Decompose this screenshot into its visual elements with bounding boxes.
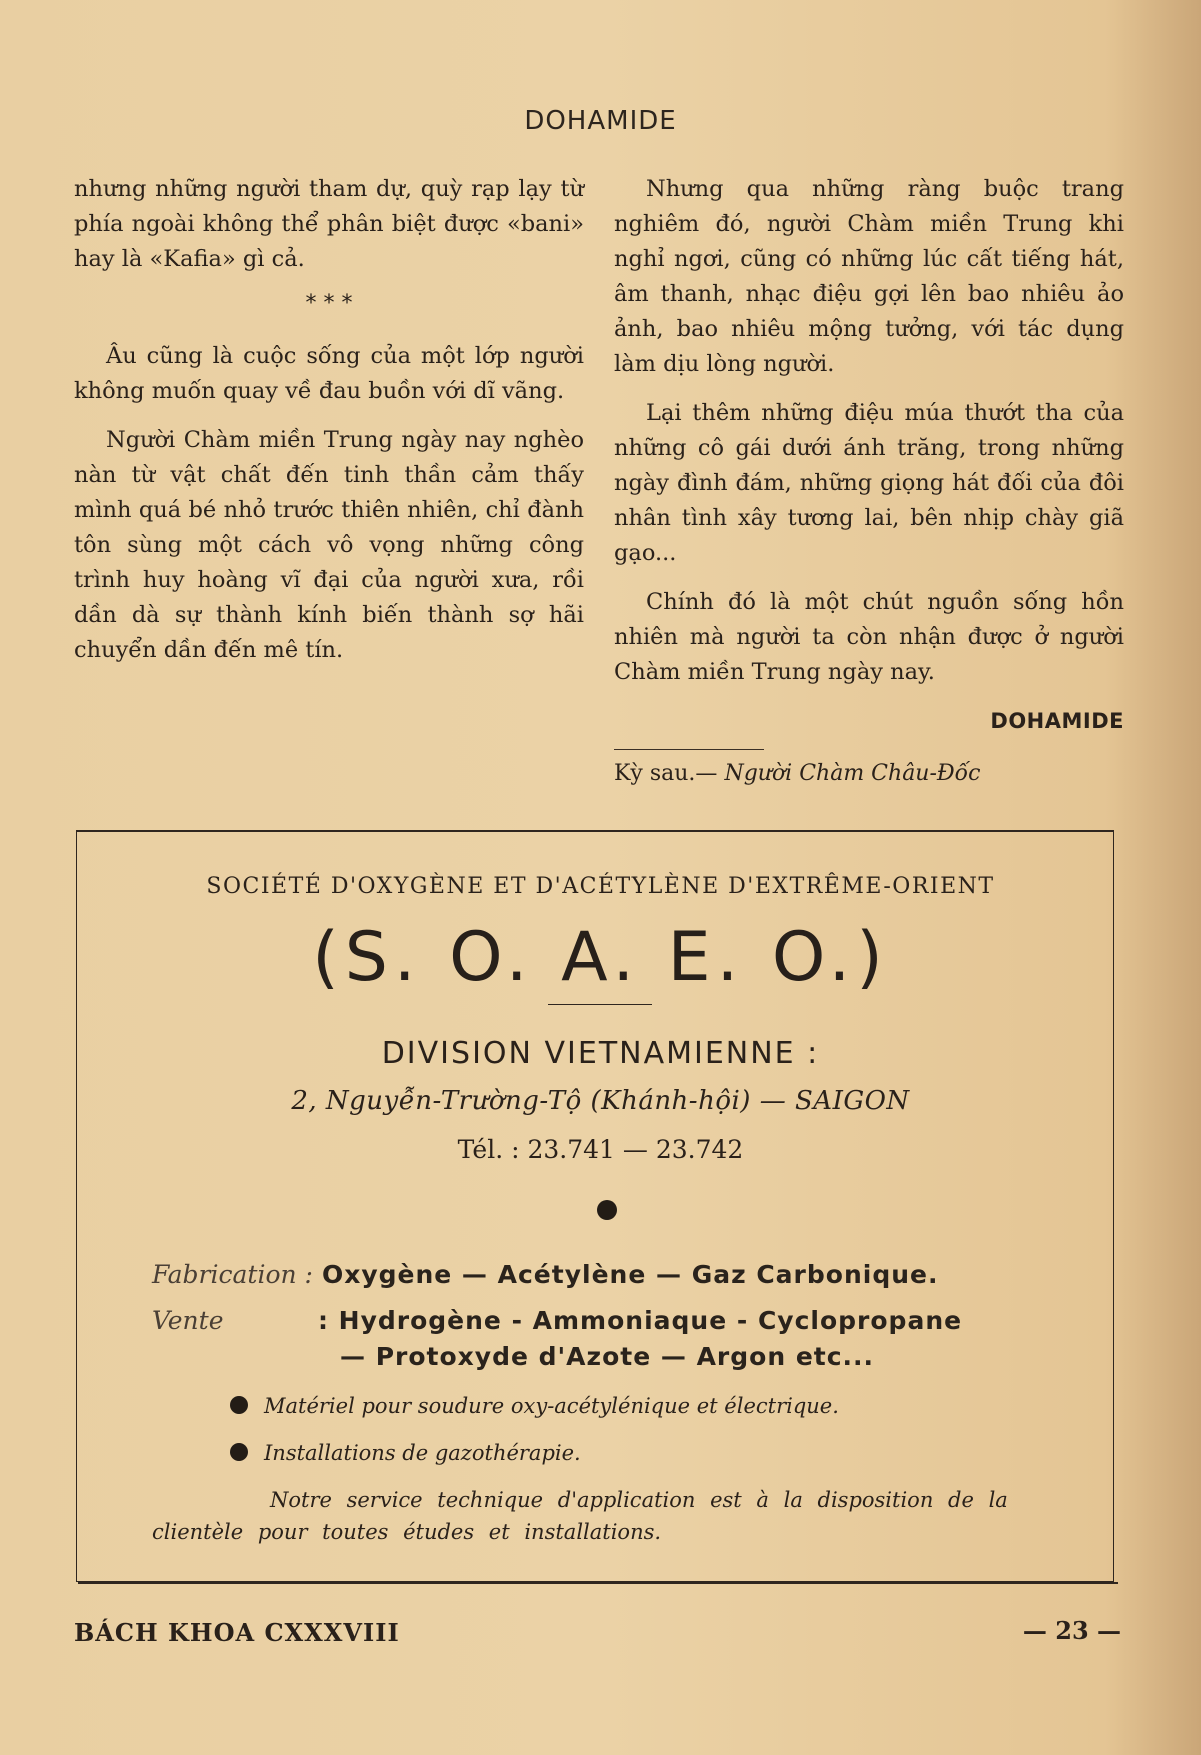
vente-row [152, 1306, 962, 1335]
fabrication-products: Oxygène — Acétylène — Gaz Carbonique. [321, 1260, 939, 1289]
left-column [74, 172, 584, 682]
ad-company-name: SOCIÉTÉ D'OXYGÈNE ET D'ACÉTYLÈNE D'EXTRÊME-ORIENT [206, 874, 995, 899]
next-issue-label: Kỳ sau.— [614, 761, 718, 786]
ad-bullet-item [230, 1441, 581, 1465]
section-separator: * * * [305, 291, 353, 316]
paragraph: Lại thêm những điệu múa thướt tha của những cô gái dưới ánh trăng, trong những ngày đình đám, những giọng hát đối của đôi nhân tình xây tương lai, bên nhịp chày giã gạo... [614, 400, 1124, 566]
vente-products: : Hydrogène - Ammoniaque - Cyclopropane [317, 1306, 963, 1335]
bullet-dot-icon [597, 1200, 617, 1220]
ad-division: DIVISION VIETNAMIENNE : [381, 1036, 820, 1071]
bullet-dot-icon [230, 1443, 248, 1461]
vente-products-continued: — Protoxyde d'Azote — Argon etc... [340, 1342, 875, 1371]
running-header: DOHAMIDE [524, 106, 677, 136]
ad-acronym: (S. O. A. E. O.) [312, 918, 889, 997]
divider [614, 749, 764, 750]
ad-telephone: Tél. : 23.741 — 23.742 [457, 1135, 744, 1164]
fabrication-label: Fabrication : [152, 1260, 313, 1289]
next-issue-note [614, 756, 1124, 791]
paragraph: nhưng những người tham dự, quỳ rạp lạy từ phía ngoài không thể phân biệt được «bani» hay là «Kafia» gì cả. [74, 176, 584, 272]
ad-bullet-text: Matériel pour soudure oxy-acétylénique et électrique. [264, 1394, 839, 1418]
paragraph: Âu cũng là cuộc sống của một lớp người không muốn quay về đau buồn với dĩ vãng. [74, 343, 584, 404]
author-signature: DOHAMIDE [990, 709, 1124, 733]
next-issue-title: Người Chàm Châu-Đốc [724, 761, 981, 786]
vente-label: Vente [152, 1306, 224, 1335]
ad-notice: Notre service technique d'application est à la disposition de la clientèle pour toutes études et installations. [152, 1488, 1008, 1544]
bullet-dot-icon [230, 1396, 248, 1414]
ad-address: 2, Nguyễn-Trường-Tộ (Khánh-hội) — SAIGON [291, 1086, 910, 1116]
vente-row-continued [340, 1342, 874, 1371]
magazine-title: BÁCH KHOA CXXXVIII [74, 1618, 400, 1647]
paragraph: Người Chàm miền Trung ngày nay nghèo nàn từ vật chất đến tinh thần cảm thấy mình quá bé nhỏ trước thiên nhiên, chỉ đành tôn sùng một cách vô vọng những công trình huy hoàng vĩ đại của người xưa, rồi dần dà sự thành kính biến thành sợ hãi chuyển dần đến mê tín. [74, 427, 584, 663]
right-column [614, 172, 1124, 791]
page-number: — 23 — [1022, 1616, 1121, 1645]
ad-bullet-item [230, 1394, 839, 1418]
divider [548, 1004, 652, 1005]
divider [78, 1582, 1118, 1584]
fabrication-row [152, 1260, 938, 1289]
paragraph: Nhưng qua những ràng buộc trang nghiêm đó, người Chàm miền Trung khi nghỉ ngơi, cũng có những lúc cất tiếng hát, âm thanh, nhạc điệu gợi lên bao nhiêu ảo ảnh, bao nhiêu mộng tưởng, với tác dụng làm dịu lòng người. [614, 176, 1124, 377]
ad-bullet-text: Installations de gazothérapie. [264, 1441, 581, 1465]
paragraph: Chính đó là một chút nguồn sống hồn nhiên mà người ta còn nhận được ở người Chàm miền Trung ngày nay. [614, 589, 1124, 685]
